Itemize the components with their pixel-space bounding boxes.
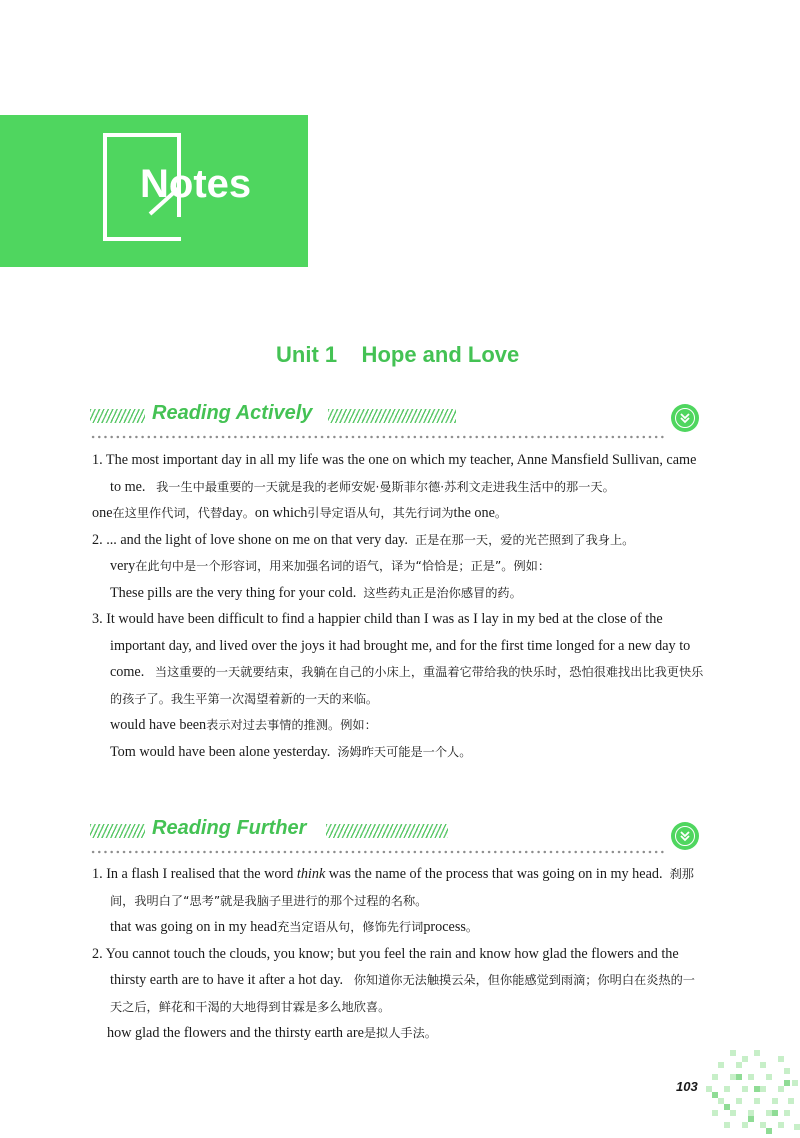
reading-further-notes — [92, 861, 704, 1047]
note-item-2: 2. You cannot touch the clouds, you know; but you feel the rain and know how glad the flowers and the thirsty earth are to have it after a hot day. 你知道你无法触摸云朵，但你能感觉到雨滴；你明白在炎热的一天之后，鲜花和干渴的大地得到甘霖是多么地欣喜。 — [92, 945, 695, 1014]
note-item-2 — [92, 527, 704, 554]
chevron-down-double-icon — [671, 404, 699, 432]
note-explanation: how glad the flowers and the thirsty earth are是拟人手法。 — [107, 1025, 437, 1041]
chevron-down-double-icon — [671, 822, 699, 850]
note-item-3 — [92, 606, 704, 712]
unit-title: Unit 1 Hope and Love — [276, 342, 520, 367]
heading-stripes-right — [326, 824, 448, 838]
sentence-cn: 正是在那一天，爱的光芒照到了我身上。 — [414, 532, 635, 547]
note-example: These pills are the very thing for your cold. 这些药丸正是治你感冒的药。 — [110, 584, 522, 601]
sentence-cn: 我一生中最重要的一天就是我的老师安妮·曼斯菲尔德·苏利文走进我生活中的那一天。 — [156, 479, 615, 494]
heading-stripes-left — [90, 824, 145, 838]
note-example: Tom would have been alone yesterday. 汤姆昨天可能是一个人。 — [110, 743, 472, 760]
sentence-en: 1. The most important day in all my life was the one on which my teacher, Anne Mansfield Sullivan, came to me. — [92, 452, 697, 495]
section-heading-reading-actively — [90, 402, 702, 430]
heading-stripes-left — [90, 409, 145, 423]
note-item-1: 1. In a flash I realised that the word think was the name of the process that was going on in my head. 刹那间，我明白了“思考”就是我脑子里进行的那个过程的名称。 — [92, 866, 694, 908]
section-heading-reading-further — [90, 817, 702, 845]
banner-title: Notes — [140, 162, 252, 206]
section-title: Reading Further — [152, 817, 307, 839]
dotted-divider — [90, 850, 665, 854]
sentence-en: 2. ... and the light of love shone on me on that very day. — [92, 531, 408, 548]
note-explanation: would have been表示对过去事情的推测。例如： — [110, 717, 377, 733]
page-number: 103 — [676, 1079, 698, 1094]
reading-actively-notes — [92, 447, 704, 765]
pixel-pattern-decoration — [700, 1050, 800, 1138]
note-item-1 — [92, 447, 704, 500]
note-explanation: one在这里作代词，代替day。on which引导定语从句，其先行词为the one。 — [92, 505, 508, 521]
note-explanation: that was going on in my head充当定语从句，修饰先行词process。 — [110, 919, 479, 935]
sentence-en: 3. It would have been difficult to find a happier child than I was as I lay in my bed at the close of the important day, and lived over the joys it had brought me, and for the first time longed for a new day to come. — [92, 611, 691, 680]
sentence-cn: 当这重要的一天就要结束，我躺在自己的小床上，重温着它带给我的快乐时，恐怕很难找出比我更快乐的孩子了。我生平第一次渴望着新的一天的来临。 — [110, 665, 704, 706]
heading-stripes-right — [328, 409, 456, 423]
note-explanation: very在此句中是一个形容词，用来加强名词的语气，译为“恰恰是；正是”。例如： — [110, 558, 551, 574]
dotted-divider — [90, 435, 665, 439]
section-title: Reading Actively — [152, 402, 313, 424]
